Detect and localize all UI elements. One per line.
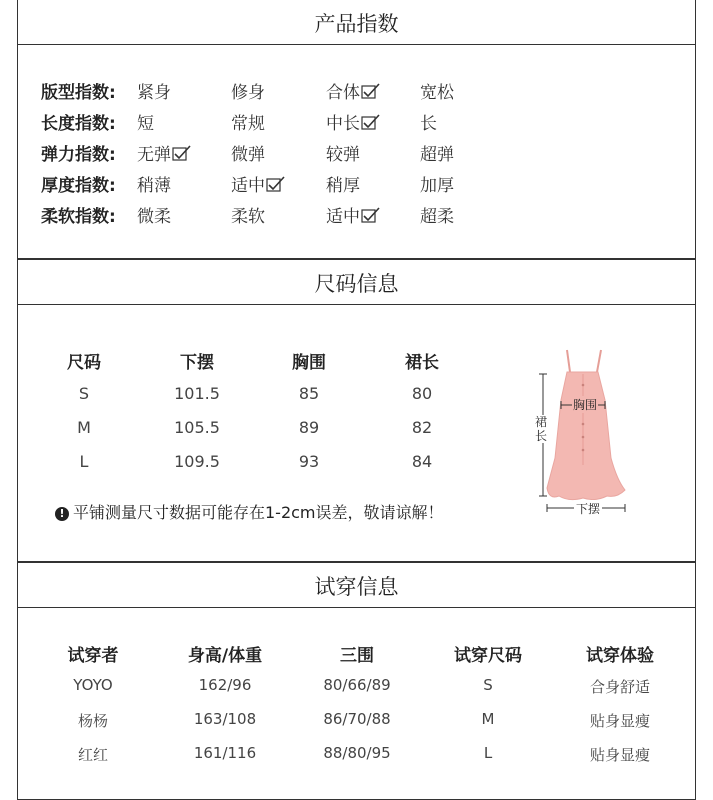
index-option-checked [326, 78, 381, 103]
checkbox-checked-icon [171, 145, 192, 165]
size-table-cell: 93 [298, 452, 320, 471]
option-text: 超弹 [420, 145, 454, 165]
index-option [137, 109, 154, 134]
tryon-table-header: 试穿者 [67, 646, 119, 666]
size-table-cell: 109.5 [174, 452, 220, 471]
option-text: 无弹 [137, 145, 171, 165]
notice-text: 平铺测量尺寸数据可能存在1-2cm误差，敬请谅解！ [73, 503, 444, 522]
option-text: 加厚 [420, 176, 454, 196]
option-text: 微柔 [137, 207, 171, 227]
size-table-cell: 89 [298, 418, 320, 437]
tryon-table-cell: 161/116 [193, 744, 257, 762]
size-table-cell: 82 [411, 418, 433, 437]
index-option [231, 140, 265, 165]
index-option-checked [231, 171, 286, 196]
hem-label: 下摆 [576, 502, 601, 516]
tryon-table-cell: 红红 [77, 746, 108, 764]
option-text: 柔软 [231, 207, 265, 227]
size-table-cell: M [77, 418, 91, 437]
warning-icon: ! [55, 507, 69, 521]
index-option [420, 78, 454, 103]
size-table-header: 裙长 [405, 353, 439, 373]
index-option [326, 171, 360, 196]
tryon-table-header: 试穿尺码 [454, 646, 522, 666]
checkbox-checked-icon [360, 83, 381, 103]
option-text: 合体 [326, 83, 360, 103]
tryon-table-cell: L [483, 744, 493, 762]
tryon-table-cell: 杨杨 [77, 712, 108, 730]
option-text: 紧身 [137, 83, 171, 103]
tryon-table-cell: M [481, 710, 495, 728]
tryon-table-header: 三围 [340, 646, 374, 666]
index-option [420, 109, 437, 134]
tryon-section-title: 试穿信息 [314, 575, 399, 599]
option-text: 中长 [326, 114, 360, 134]
tryon-table-cell: 80/66/89 [323, 676, 391, 694]
index-label: 弹力指数: [41, 145, 116, 165]
size-table-cell: 105.5 [174, 418, 220, 437]
index-option [137, 171, 171, 196]
tryon-table-cell: S [483, 676, 493, 694]
option-text: 超柔 [420, 207, 454, 227]
size-table-cell: L [79, 452, 89, 471]
length-label: 裙长 [535, 415, 548, 443]
index-option [420, 140, 454, 165]
option-text: 较弹 [326, 145, 360, 165]
tryon-table-cell: 88/80/95 [323, 744, 391, 762]
option-text: 适中 [231, 176, 265, 196]
index-option [420, 202, 454, 227]
checkbox-checked-icon [360, 114, 381, 134]
tryon-info-box [17, 607, 696, 800]
index-option [231, 109, 265, 134]
checkbox-checked-icon [265, 176, 286, 196]
option-text: 稍厚 [326, 176, 360, 196]
product-section-title: 产品指数 [314, 12, 399, 36]
index-option [231, 202, 265, 227]
size-table-cell: 101.5 [174, 384, 220, 403]
size-section-title: 尺码信息 [314, 272, 399, 296]
index-option-checked [326, 202, 381, 227]
index-option [420, 171, 454, 196]
option-text: 长 [420, 114, 437, 134]
index-option-checked [326, 109, 381, 134]
index-label: 厚度指数: [41, 176, 116, 196]
tryon-table-header: 身高/体重 [187, 646, 263, 666]
size-table-header: 尺码 [67, 353, 101, 373]
option-text: 宽松 [420, 83, 454, 103]
size-table-cell: 84 [411, 452, 433, 471]
index-label: 长度指数: [41, 114, 116, 134]
tryon-table-cell: 162/96 [198, 676, 252, 694]
size-table-cell: S [78, 384, 90, 403]
index-option [137, 202, 171, 227]
measurement-notice [55, 500, 444, 523]
tryon-table-header: 试穿体验 [586, 646, 654, 666]
option-text: 短 [137, 114, 154, 134]
index-option-checked [137, 140, 192, 165]
size-table-cell: 80 [411, 384, 433, 403]
option-text: 适中 [326, 207, 360, 227]
chest-label: 胸围 [573, 398, 598, 412]
option-text: 微弹 [231, 145, 265, 165]
tryon-table-cell: 贴身显瘦 [589, 746, 650, 764]
index-label: 柔软指数: [41, 207, 116, 227]
tryon-table-cell: 贴身显瘦 [589, 712, 650, 730]
option-text: 常规 [231, 114, 265, 134]
checkbox-checked-icon [360, 207, 381, 227]
tryon-table-cell: YOYO [73, 676, 113, 694]
option-text: 修身 [231, 83, 265, 103]
tryon-table-cell: 合身舒适 [589, 678, 650, 696]
index-option [231, 78, 265, 103]
index-label: 版型指数: [41, 83, 116, 103]
index-option [326, 140, 360, 165]
tryon-table-cell: 86/70/88 [323, 710, 391, 728]
option-text: 稍薄 [137, 176, 171, 196]
tryon-table-cell: 163/108 [193, 710, 257, 728]
size-table-cell: 85 [298, 384, 320, 403]
size-table-header: 胸围 [292, 353, 326, 373]
size-table-header: 下摆 [180, 353, 214, 373]
index-option [137, 78, 171, 103]
